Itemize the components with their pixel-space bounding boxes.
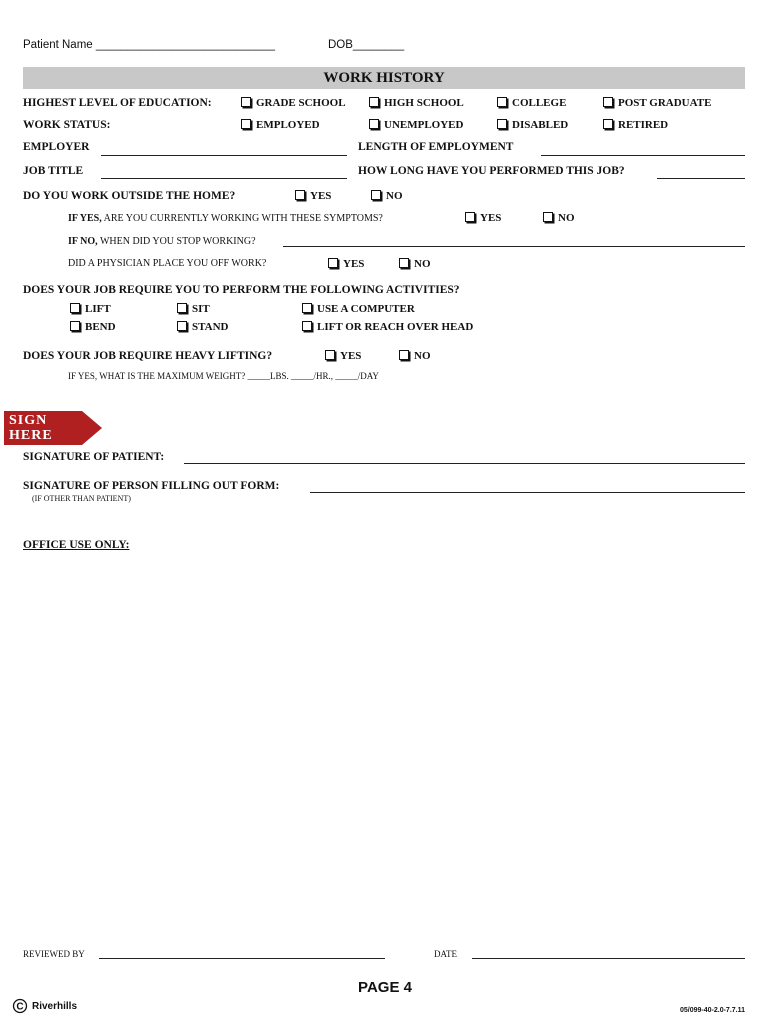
dob-blank[interactable]: ________ — [352, 39, 405, 51]
checkbox-icon[interactable] — [603, 119, 613, 129]
heavy-lifting-label: DOES YOUR JOB REQUIRE HEAVY LIFTING? — [23, 350, 273, 362]
education-option-high-school[interactable]: HIGH SCHOOL — [369, 97, 464, 109]
work-status-option-employed[interactable]: EMPLOYED — [241, 119, 320, 131]
stop-working-question: IF NO, WHEN DID YOU STOP WORKING? — [68, 236, 256, 247]
signature-person-note: (IF OTHER THAN PATIENT) — [32, 494, 131, 503]
job-title-label: JOB TITLE — [23, 165, 84, 177]
checkbox-icon[interactable] — [465, 212, 475, 222]
checkbox-icon[interactable] — [497, 119, 507, 129]
activity-sit[interactable]: SIT — [177, 303, 210, 315]
activities-label: DOES YOUR JOB REQUIRE YOU TO PERFORM THE FOLLOWING ACTIVITIES? — [23, 284, 460, 296]
outside-home-no[interactable]: NO — [371, 190, 403, 202]
how-long-input-line[interactable] — [657, 178, 745, 179]
checkbox-icon[interactable] — [543, 212, 553, 222]
checkbox-icon[interactable] — [302, 303, 312, 313]
checkbox-icon[interactable] — [497, 97, 507, 107]
logo-text: Riverhills — [32, 1000, 78, 1012]
max-weight-question: IF YES, WHAT IS THE MAXIMUM WEIGHT? _____LBS. _____/HR., _____/DAY — [68, 371, 379, 381]
symptoms-no[interactable]: NO — [543, 212, 575, 224]
checkbox-icon[interactable] — [177, 321, 187, 331]
activity-use-computer[interactable]: USE A COMPUTER — [302, 303, 415, 315]
patient-name-blank[interactable]: ____________________________ — [95, 39, 275, 51]
physician-yes[interactable]: YES — [328, 258, 364, 270]
checkbox-icon[interactable] — [371, 190, 381, 200]
checkbox-icon[interactable] — [241, 119, 251, 129]
checkbox-icon[interactable] — [302, 321, 312, 331]
length-of-employment-label: LENGTH OF EMPLOYMENT — [358, 141, 514, 153]
stop-working-input-line[interactable] — [283, 246, 745, 247]
symptoms-question: IF YES, ARE YOU CURRENTLY WORKING WITH THESE SYMPTOMS? — [68, 213, 383, 224]
job-title-input-line[interactable] — [101, 178, 347, 179]
work-status-option-retired[interactable]: RETIRED — [603, 119, 668, 131]
dob-label: DOB — [328, 39, 353, 51]
patient-name-label: Patient Name — [23, 39, 93, 51]
employer-input-line[interactable] — [101, 155, 347, 156]
how-long-label: HOW LONG HAVE YOU PERFORMED THIS JOB? — [358, 165, 625, 177]
sign-here-badge — [4, 411, 102, 445]
work-status-label: WORK STATUS: — [23, 119, 111, 131]
physician-no[interactable]: NO — [399, 258, 431, 270]
riverhills-logo — [12, 997, 77, 1015]
work-status-option-unemployed[interactable]: UNEMPLOYED — [369, 119, 463, 131]
page-number: PAGE 4 — [358, 979, 412, 996]
checkbox-icon[interactable] — [399, 258, 409, 268]
activity-bend[interactable]: BEND — [70, 321, 116, 333]
reviewed-by-line[interactable] — [99, 958, 385, 959]
activity-lift-reach-overhead[interactable]: LIFT OR REACH OVER HEAD — [302, 321, 473, 333]
education-option-college[interactable]: COLLEGE — [497, 97, 566, 109]
activity-lift[interactable]: LIFT — [70, 303, 111, 315]
sign-here-text: SIGN HERE — [9, 413, 53, 443]
activity-stand[interactable]: STAND — [177, 321, 228, 333]
date-label: DATE — [434, 949, 457, 959]
symptoms-yes[interactable]: YES — [465, 212, 501, 224]
dob-field[interactable] — [328, 39, 404, 51]
form-code: 05/099-40-2.0-7.7.11 — [680, 1007, 745, 1014]
date-line[interactable] — [472, 958, 745, 959]
education-label: HIGHEST LEVEL OF EDUCATION: — [23, 97, 212, 109]
checkbox-icon[interactable] — [70, 321, 80, 331]
reviewed-by-label: REVIEWED BY — [23, 949, 85, 959]
outside-home-yes[interactable]: YES — [295, 190, 331, 202]
checkbox-icon[interactable] — [603, 97, 613, 107]
physician-question: DID A PHYSICIAN PLACE YOU OFF WORK? — [68, 258, 267, 269]
work-status-option-disabled[interactable]: DISABLED — [497, 119, 568, 131]
section-title-banner: WORK HISTORY — [23, 67, 745, 89]
signature-person-line[interactable] — [310, 492, 745, 493]
checkbox-icon[interactable] — [369, 97, 379, 107]
checkbox-icon[interactable] — [70, 303, 80, 313]
logo-icon — [12, 998, 28, 1014]
outside-home-label: DO YOU WORK OUTSIDE THE HOME? — [23, 190, 236, 202]
checkbox-icon[interactable] — [328, 258, 338, 268]
checkbox-icon[interactable] — [399, 350, 409, 360]
checkbox-icon[interactable] — [369, 119, 379, 129]
length-of-employment-input-line[interactable] — [541, 155, 745, 156]
education-option-post-graduate[interactable]: POST GRADUATE — [603, 97, 711, 109]
education-option-grade-school[interactable]: GRADE SCHOOL — [241, 97, 346, 109]
office-use-heading: OFFICE USE ONLY: — [23, 539, 130, 551]
signature-patient-label: SIGNATURE OF PATIENT: — [23, 451, 165, 463]
signature-person-label: SIGNATURE OF PERSON FILLING OUT FORM: — [23, 480, 280, 492]
patient-name-field[interactable] — [23, 39, 275, 51]
checkbox-icon[interactable] — [241, 97, 251, 107]
heavy-lifting-yes[interactable]: YES — [325, 350, 361, 362]
heavy-lifting-no[interactable]: NO — [399, 350, 431, 362]
checkbox-icon[interactable] — [177, 303, 187, 313]
employer-label: EMPLOYER — [23, 141, 90, 153]
signature-patient-line[interactable] — [184, 463, 745, 464]
checkbox-icon[interactable] — [295, 190, 305, 200]
checkbox-icon[interactable] — [325, 350, 335, 360]
svg-text:C: C — [16, 1001, 24, 1013]
